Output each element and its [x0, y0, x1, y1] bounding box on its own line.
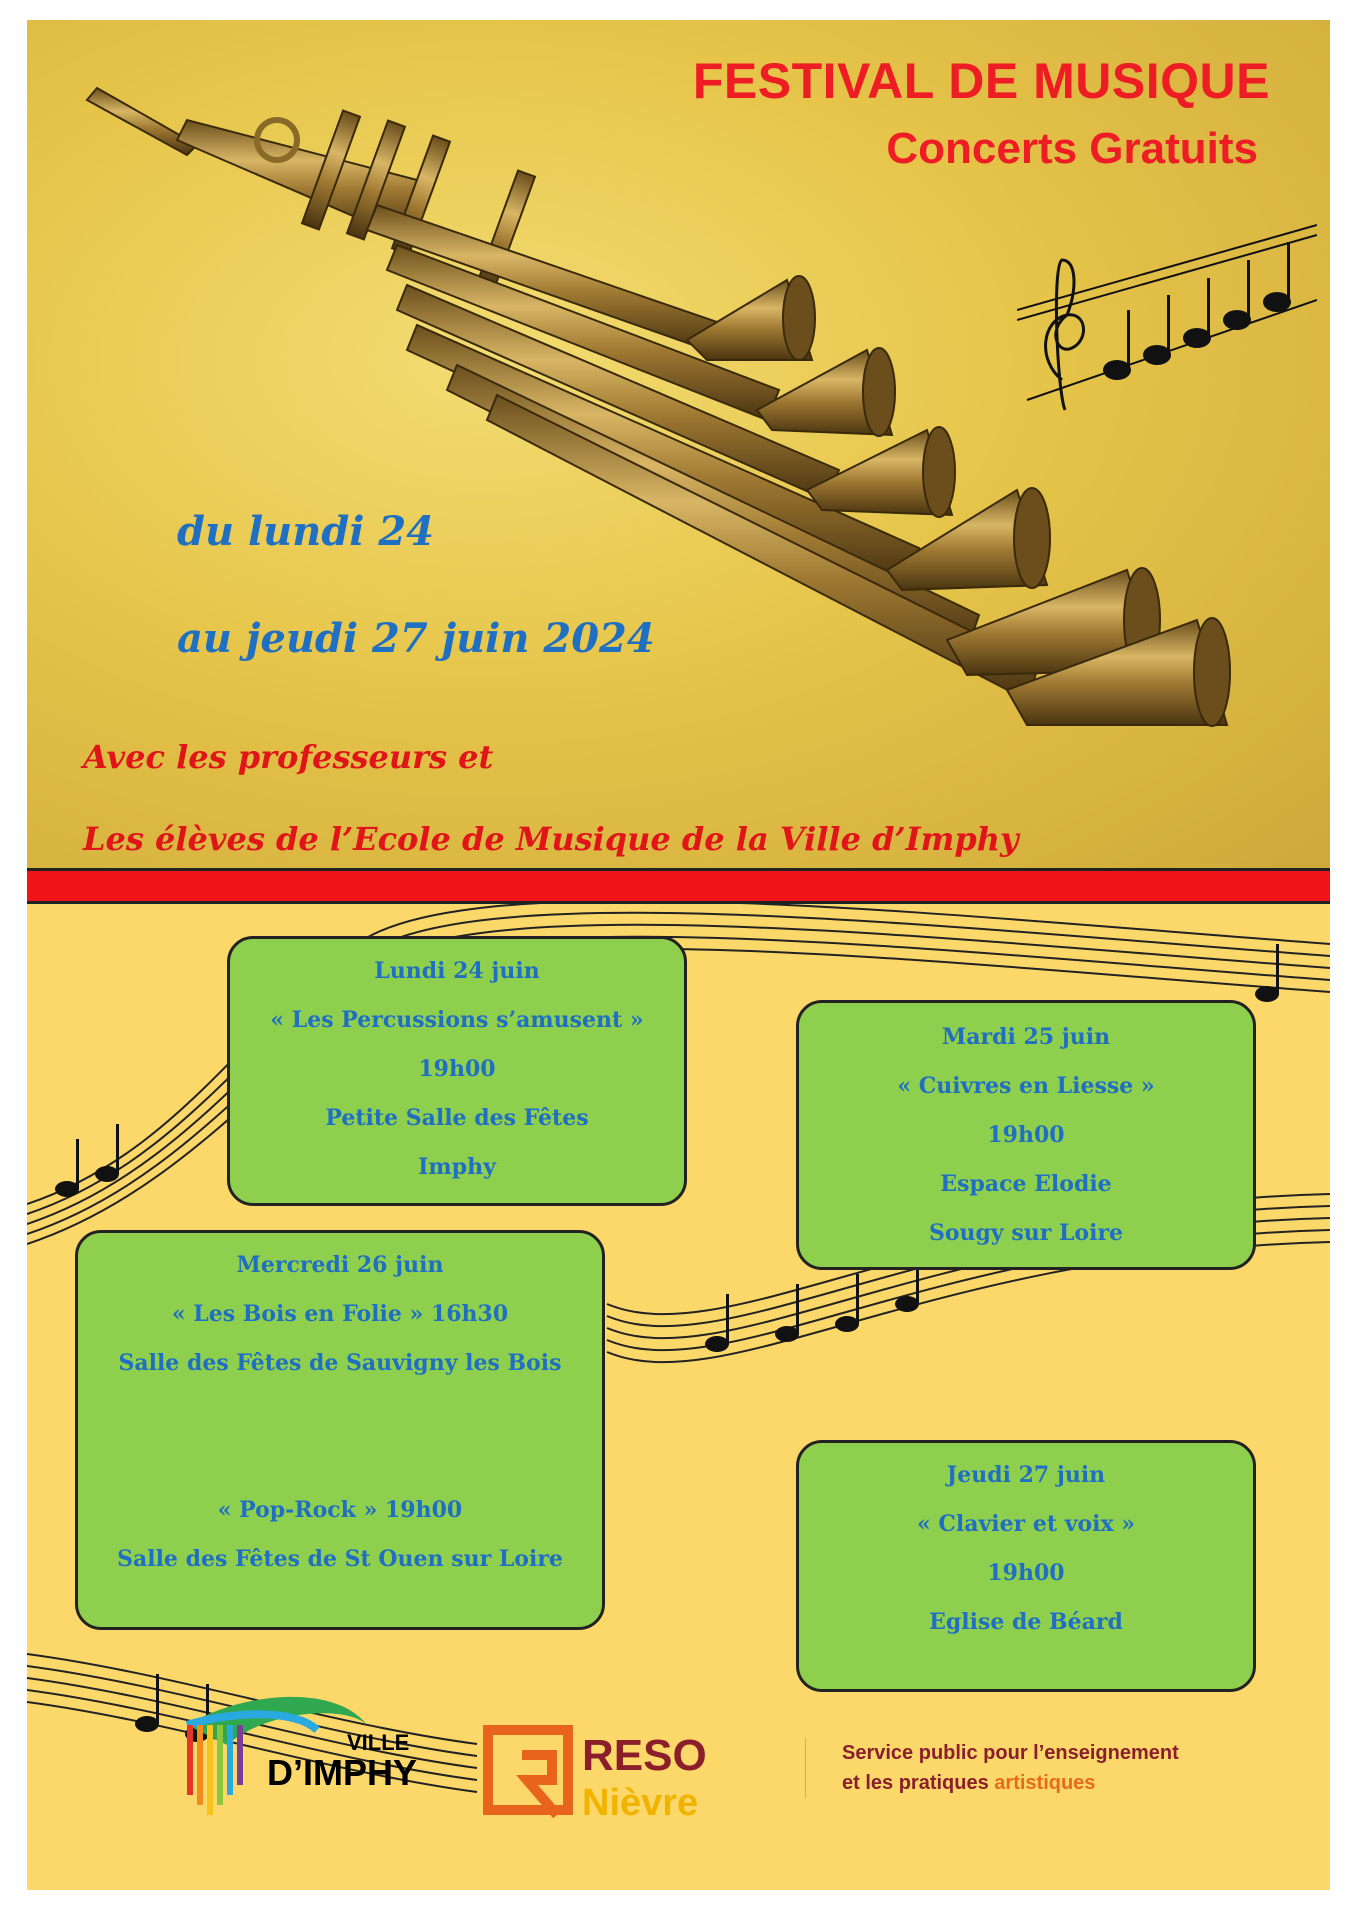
imphy-logo-line-1: VILLE [347, 1730, 410, 1755]
concert-time: 19h00 [987, 1560, 1065, 1586]
header-section [27, 20, 1330, 868]
service-public-text [842, 1738, 1179, 1798]
concert-day: Lundi 24 juin [374, 958, 540, 984]
concert-title-2: « Pop-Rock » 19h00 [217, 1497, 463, 1523]
concert-time: 19h00 [987, 1122, 1065, 1148]
concert-time: 19h00 [418, 1056, 496, 1082]
concert-venue: Salle des Fêtes de Sauvigny les Bois [118, 1350, 562, 1376]
concert-title: « Les Bois en Folie » 16h30 [171, 1301, 509, 1327]
reso-nievre-logo [482, 1720, 782, 1830]
reso-logo-line-1: RESO [582, 1731, 707, 1780]
concert-venue: Eglise de Béard [929, 1609, 1123, 1635]
service-line-2-part-1: et les pratiques [842, 1772, 995, 1794]
title-line-1: FESTIVAL DE MUSIQUE [692, 53, 1270, 109]
presenters-line-2: Les élèves de l’Ecole de Musique de la Ville d’Imphy [83, 820, 1019, 858]
title-line-2: Concerts Gratuits [886, 124, 1258, 173]
service-line-2-accent: artistiques [994, 1772, 1096, 1794]
concert-card-wednesday [75, 1230, 605, 1630]
concert-title: « Les Percussions s’amusent » [270, 1007, 644, 1033]
date-line-2: au jeudi 27 juin 2024 [177, 615, 655, 662]
imphy-logo-line-2: D’IMPHY [267, 1752, 418, 1793]
concert-town: Sougy sur Loire [928, 1220, 1124, 1246]
concert-title: « Cuivres en Liesse » [897, 1073, 1155, 1099]
concert-venue: Espace Elodie [940, 1171, 1112, 1197]
concert-title: « Clavier et voix » [916, 1511, 1136, 1537]
concert-card-monday [227, 936, 687, 1206]
music-notes-decoration [1017, 220, 1317, 450]
concert-day: Mercredi 26 juin [236, 1252, 444, 1278]
poster [27, 20, 1330, 1890]
reso-logo-line-2: Nièvre [582, 1782, 699, 1824]
concert-day: Mardi 25 juin [941, 1024, 1111, 1050]
concert-venue: Petite Salle des Fêtes [325, 1105, 589, 1131]
logo-divider [805, 1738, 806, 1798]
festival-title [693, 52, 1270, 174]
red-divider-bar [27, 868, 1330, 904]
presenters-line-1: Avec les professeurs et [83, 738, 494, 776]
concert-card-thursday [796, 1440, 1256, 1692]
date-line-1: du lundi 24 [177, 508, 435, 555]
concert-day: Jeudi 27 juin [946, 1462, 1106, 1488]
service-line-1: Service public pour l’enseignement [842, 1742, 1179, 1764]
concert-venue-2: Salle des Fêtes de St Ouen sur Loire [117, 1546, 563, 1572]
spacer [78, 1388, 602, 1486]
concert-card-tuesday [796, 1000, 1256, 1270]
ville-imphy-logo [167, 1685, 477, 1825]
service-line-2 [842, 1768, 1179, 1798]
concert-town: Imphy [418, 1154, 496, 1180]
